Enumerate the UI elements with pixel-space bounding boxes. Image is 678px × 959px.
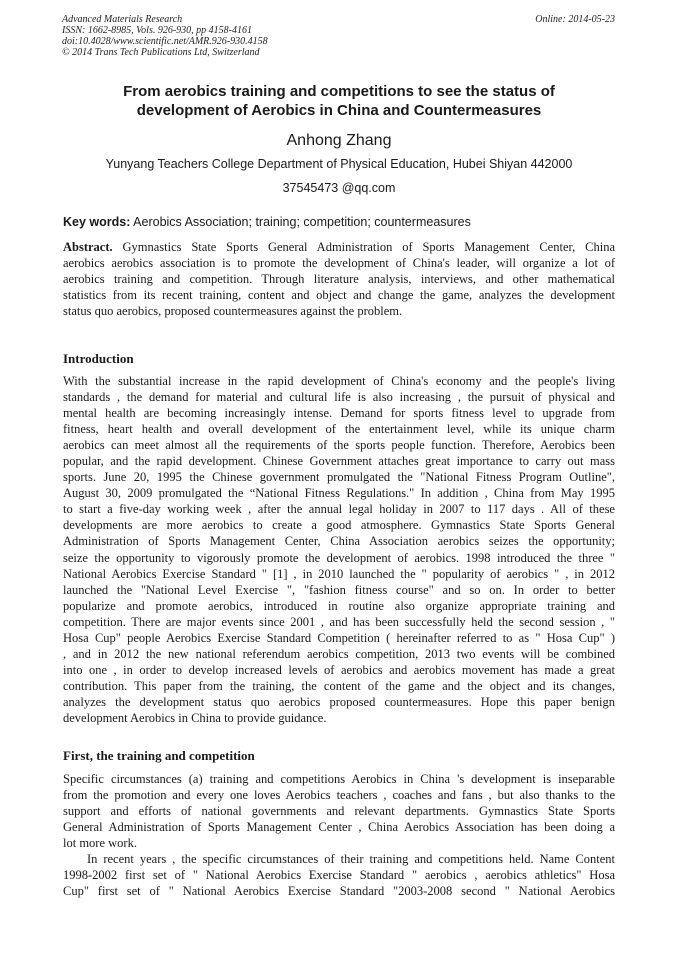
body-line: In recent years , the specific circumstances of their training and competitions held. Name Content (63, 852, 615, 867)
body-line: aerobics can meet almost all the requirements of the sports people function. Therefore, Aerobics been (63, 438, 615, 453)
introduction-heading: Introduction (63, 351, 134, 366)
body-line: competition. There are major events since 2001 , and has been successfully held the second session , " (63, 614, 615, 629)
keywords (63, 215, 617, 230)
body-line: sports. June 20, 1995 the Chinese government promulgated the "National Fitness Program Outline", (63, 470, 615, 485)
abstract (63, 239, 615, 319)
title-line-1: From aerobics training and competitions to see the status of (123, 83, 555, 100)
journal-header (62, 14, 268, 58)
online-date (535, 14, 615, 25)
abstract-label: Abstract. (63, 240, 113, 254)
title-line-2: development of Aerobics in China and Countermeasures (136, 102, 542, 119)
section-1-heading: First, the training and competition (63, 748, 255, 763)
abstract-line: aerobics training and competition. Through literature analysis, interviews, and other mathematical (63, 272, 615, 287)
body-line: developments are more aerobics to create a good atmosphere. Gymnastics State Sports General (63, 518, 615, 533)
journal-doi: doi:10.4028/www.scientific.net/AMR.926-930.4158 (62, 36, 268, 47)
body-line: 1998-2002 first set of " National Aerobics Exercise Standard " aerobics , aerobics athletics" Hosa (63, 868, 615, 883)
body-line: August 30, 2009 promulgated the “National Fitness Regulations." In addition , China from May 1995 (63, 486, 615, 501)
body-line: General Administration of Sports Management Center , China Aerobics Association has been doing a (63, 820, 615, 835)
body-line: support and efforts of national governments and relevant departments. Gymnastics State Sports (63, 804, 615, 819)
journal-copyright: © 2014 Trans Tech Publications Ltd, Switzerland (62, 47, 260, 58)
body-line: launched the "National Level Exercise ", "fashion fitness course" and so on. In order to better (63, 582, 615, 597)
keywords-label: Key words: (63, 215, 131, 229)
body-line: contribution. This paper from the training, the content of the game and the object and its changes, (63, 678, 615, 693)
body-line: seize the opportunity to vigorously promote the development of aerobics. 1998 introduced the three " (63, 550, 615, 565)
body-line: to start a five-day working week , after the annual legal holiday in 2007 to 117 days . All of these (63, 502, 615, 517)
journal-issn: ISSN: 1662-8985, Vols. 926-930, pp 4158-4161 (62, 25, 252, 36)
body-line: popularize and promote aerobics, introduced in routine also organize appropriate training and (63, 598, 615, 613)
body-line: With the substantial increase in the rapid development of China's economy and the people's living (63, 374, 615, 388)
introduction-body (63, 373, 615, 726)
online-date-text: Online: 2014-05-23 (535, 14, 615, 25)
abstract-line: statistics from its recent training, content and object and change the game, analyzes the development (63, 288, 615, 303)
author-name: Anhong Zhang (286, 132, 392, 149)
section-1-body (63, 771, 615, 899)
abstract-line: status quo aerobics, proposed countermeasures against the problem. (63, 304, 403, 319)
body-line: Hosa Cup" people Aerobics Exercise Standard Competition ( hereinafter referred to as " Hosa Cup" ) (63, 630, 615, 645)
body-line: Specific circumstances (a) training and competitions Aerobics in China 's development is inseparable (63, 772, 615, 786)
keywords-text: Aerobics Association; training; competition; countermeasures (130, 215, 471, 229)
body-line: popular, and the rapid development. Chinese Government attaches great importance to carry out mass (63, 454, 615, 469)
body-line: from the promotion and every one loves Aerobics teachers , coaches and fans , but also thanks to the (63, 788, 615, 803)
author-affiliation: Yunyang Teachers College Department of Physical Education, Hubei Shiyan 442000 (105, 157, 573, 171)
journal-name: Advanced Materials Research (62, 14, 183, 25)
body-line: fitness, heart health and overall development of the entertainment level, while its unique charm (63, 422, 615, 437)
body-line: , and in 2012 the new national referendum aerobics competition, 2013 two events will be combined (63, 646, 615, 661)
body-line: Cup" first set of " National Aerobics Exercise Standard "2003-2008 second " National Aerobics (63, 884, 615, 899)
author-email: 37545473 @qq.com (282, 181, 396, 195)
body-line: standards , the demand for material and cultural life is also increasing , the pursuit of physical and (63, 390, 615, 405)
body-line: lot more work. (63, 836, 137, 851)
body-line: mental health are becoming increasingly intense. Demand for sports fitness level to upgrade from (63, 406, 615, 421)
abstract-line: aerobics aerobics association is to promote the development of China's leader, will organize a lot of (63, 256, 615, 271)
body-line: development Aerobics in China to provide guidance. (63, 710, 327, 725)
body-line: into one , in order to develop increased levels of aerobics and aerobics movement has made a great (63, 662, 615, 677)
body-line: Administration of Sports Management Center, China Association aerobics seizes the opportunity; (63, 534, 615, 549)
abstract-line: Abstract. Gymnastics State Sports General Administration of Sports Management Center, China (63, 240, 615, 254)
body-line: National Aerobics Exercise Standard " [1] , in 2010 launched the " popularity of aerobics " , in 2012 (63, 566, 615, 581)
paper-title (62, 82, 616, 120)
body-line: analyzes the development status quo aerobics proposed countermeasures. Hope this paper benign (63, 694, 615, 709)
